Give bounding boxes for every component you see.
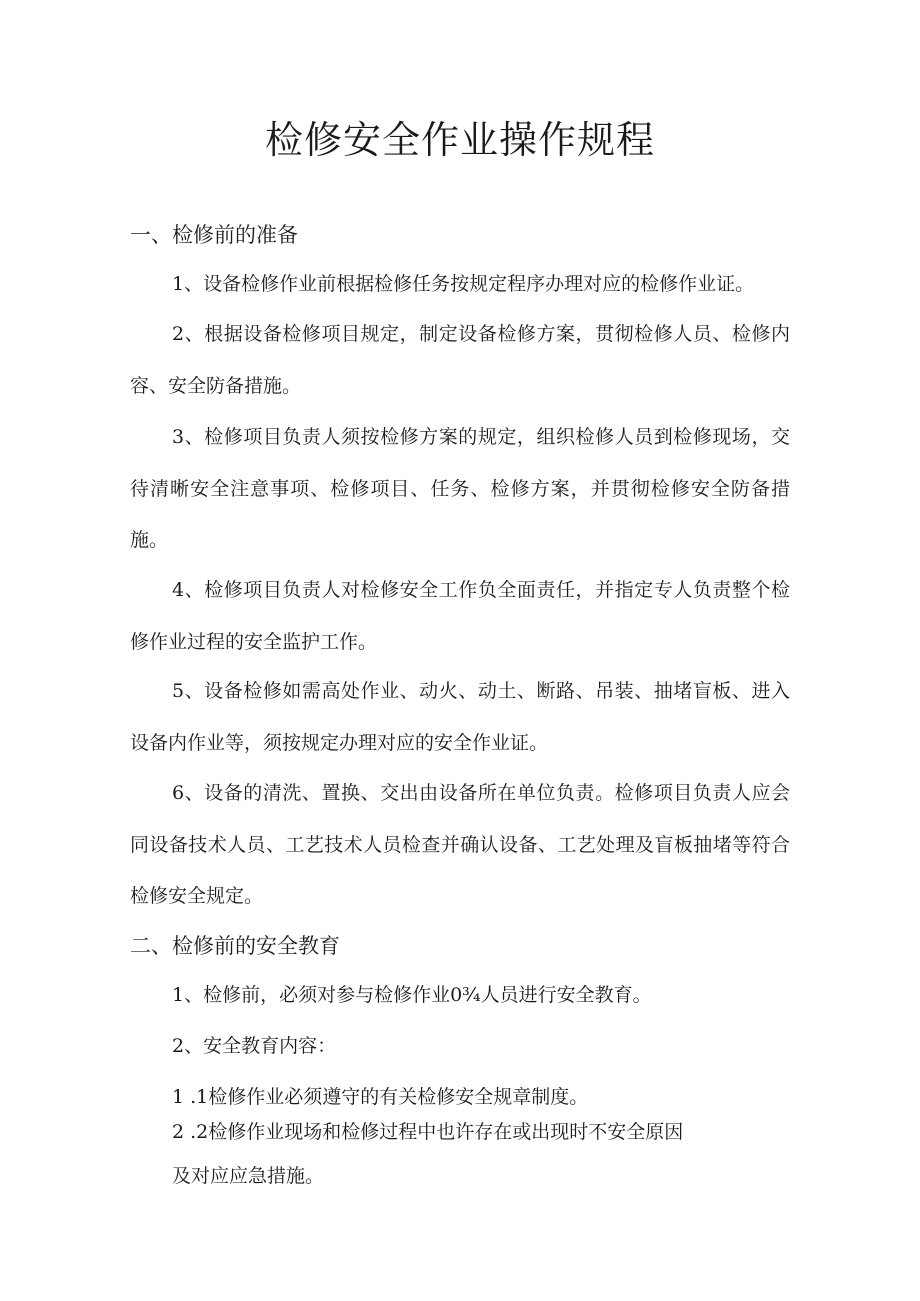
section-heading-safety-education: 二、检修前的安全教育 <box>130 934 340 958</box>
paragraph-1-5: 5、设备检修如需高处作业、动火、动土、断路、吊装、抽堵盲板、进入设备内作业等，须按规定办理对应的安全作业证。 <box>130 680 790 754</box>
paragraph-2-2: 2、安全教育内容： <box>172 1035 337 1057</box>
paragraph-1-3: 3、检修项目负责人须按检修方案的规定，组织检修人员到检修现场，交待清晰安全注意事项、检修项目、任务、检修方案，并贯彻检修安全防备措施。 <box>130 426 790 551</box>
document-title: 检修安全作业操作规程 <box>264 118 655 162</box>
section-heading-preparation: 一、检修前的准备 <box>130 223 298 247</box>
paragraph-1-2: 2、根据设备检修项目规定，制定设备检修方案，贯彻检修人员、检修内容、安全防备措施。 <box>130 323 790 397</box>
paragraph-1-4: 4、检修项目负责人对检修安全工作负全面责任，并指定专人负责整个检修作业过程的安全监护工作。 <box>130 579 790 653</box>
paragraph-1-6: 6、设备的清洗、置换、交出由设备所在单位负责。检修项目负责人应会同设备技术人员、工艺技术人员检查并确认设备、工艺处理及盲板抽堵等符合检修安全规定。 <box>130 782 790 907</box>
subitem-line-2: 2 .2检修作业现场和检修过程中也许存在或出现时不安全原因 <box>172 1121 684 1143</box>
subitem-line-3: 及对应应急措施。 <box>172 1165 325 1187</box>
subitem-line-1: 1 .1检修作业必须遵守的有关检修安全规章制度。 <box>172 1086 589 1108</box>
paragraph-2-1: 1、检修前，必须对参与检修作业0¾人员进行安全教育。 <box>172 984 652 1006</box>
paragraph-1-1: 1、设备检修作业前根据检修任务按规定程序办理对应的检修作业证。 <box>172 273 755 295</box>
